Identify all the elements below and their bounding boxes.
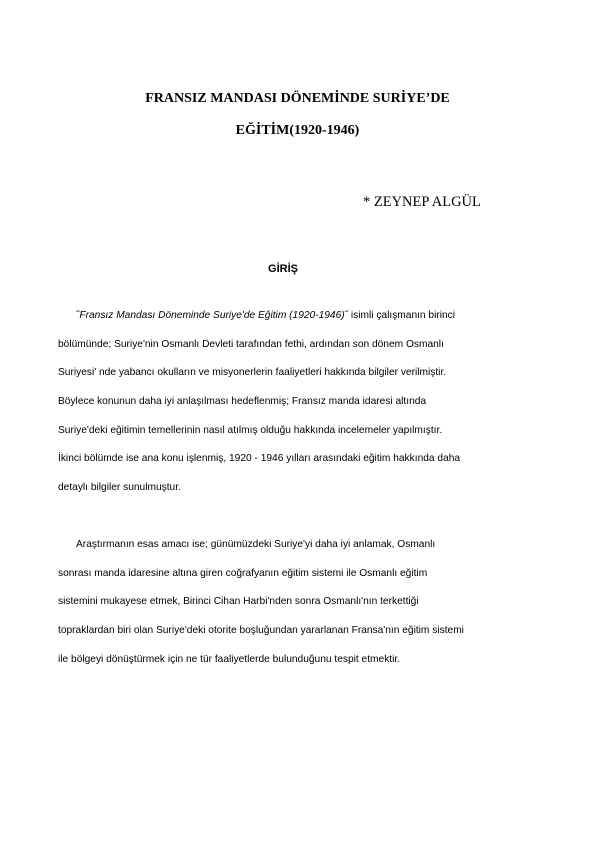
paragraph-line: Böylece konunun daha iyi anlaşılması hedeflenmiş; Fransız manda idaresi altında — [58, 396, 427, 408]
paragraph-2 — [58, 537, 548, 680]
paragraph-line — [58, 308, 548, 337]
paragraph-line: sonrası manda idaresine altına giren coğrafyanın eğitim sistemi ile Osmanlı eğitim — [58, 567, 428, 579]
document-title-line-2: EĞİTİM(1920-1946) — [235, 123, 360, 138]
quoted-study-title: ˝Fransız Mandası Döneminde Suriye'de Eğitim (1920-1946)˝ — [76, 310, 349, 321]
paragraph-line: Araştırmanın esas amacı ise; günümüzdeki Suriye'yi daha iyi anlamak, Osmanlı — [76, 539, 436, 550]
author-name: * ZEYNEP ALGÜL — [363, 194, 481, 210]
paragraph-line: Suriye'deki eğitimin temellerinin nasıl atılmış olduğu hakkında incelemeler yapılmıştır. — [58, 424, 443, 436]
paragraph-line: detaylı bilgiler sunulmuştur. — [58, 482, 181, 494]
paragraph-line: Suriyesi' nde yabancı okulların ve misyonerlerin faaliyetleri hakkında bilgiler verilmiştir. — [58, 367, 447, 379]
paragraph-line: ile bölgeyi dönüştürmek için ne tür faaliyetlerde bulunduğunu tespit etmektir. — [58, 653, 401, 665]
paragraph-line: topraklardan biri olan Suriye'deki otorite boşluğundan yararlanan Fransa'nın eğitim sistemi — [58, 625, 464, 637]
paragraph-1 — [58, 308, 548, 509]
paragraph-line: İkinci bölümde ise ana konu işlenmiş, 1920 - 1946 yılları arasındaki eğitim hakkında daha — [58, 453, 461, 465]
section-heading: GİRİŞ — [268, 263, 298, 275]
paragraph-line: sistemini mukayese etmek, Birinci Cihan Harbi'nden sonra Osmanlı'nın terkettiği — [58, 596, 419, 608]
paragraph-line-text: isimli çalışmanın birinci — [348, 310, 456, 321]
document-title-line-1: FRANSIZ MANDASI DÖNEMİNDE SURİYE’DE — [145, 91, 450, 106]
paragraph-line: bölümünde; Suriye'nin Osmanlı Devleti tarafından fethi, ardından son dönem Osmanlı — [58, 338, 444, 350]
